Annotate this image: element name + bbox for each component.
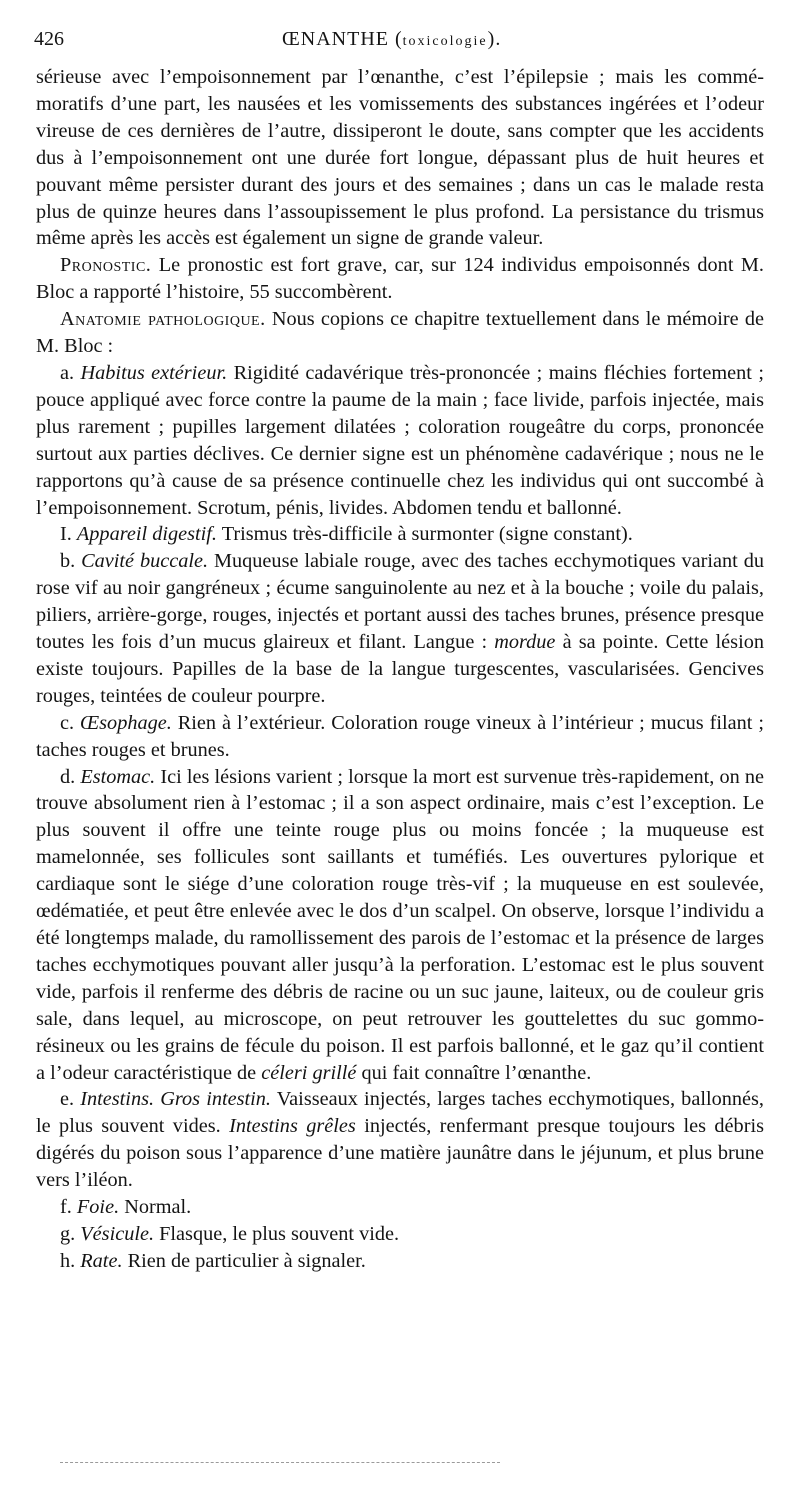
item-title: Habitus extérieur.	[80, 361, 228, 384]
running-title-close: ).	[487, 28, 502, 50]
item-d-estomac	[36, 764, 764, 1087]
item-title: Cavité buccale.	[81, 550, 209, 573]
section-heading-pronostic: Pronostic.	[60, 254, 152, 277]
running-title-main: ŒNANTHE (	[282, 28, 403, 50]
item-text: Flasque, le plus souvent vide.	[154, 1222, 400, 1245]
footer-rule	[60, 1462, 500, 1463]
page-body	[36, 64, 764, 1275]
item-text: Rigidité cadavérique très-prononcée ; mains fléchies fortement ; pouce appliqué avec force contre la paume de la main ; face livide, parfois injectée, mais plus rarement ; pupilles largement dilatées ; coloration rougeâtre du corps, prononcée surtout aux parties déclives. Ce dernier signe est un phénomène cadavérique ; nous ne le rapportons qu’à cause de sa présence continuelle chez les individus qui ont succombé à l’empoisonnement. Scrotum, pénis, livides. Abdomen tendu et ballonné.	[36, 361, 764, 519]
item-label: a.	[60, 361, 81, 384]
item-emphasis: mordue	[494, 631, 556, 654]
item-b-cavite	[36, 548, 764, 709]
paragraph-text: sérieuse avec l’empoisonnement par l’œnanthe, c’est l’épilepsie ; mais les commé-moratifs d’une part, les nausées et les vomissements des substances ingérées et l’odeur vireuse de ces dernières de l’autre, dissiperont le doute, sans compter que les accidents dus à l’empoisonnement ont une durée fort longue, dépassant plus de huit heures et pouvant même persister durant des jours et des semaines ; dans un cas le malade resta plus de quinze heures dans l’assoupissement le plus profond. La persistance du trismus même après les accès est également un signe de grande valeur.	[36, 66, 764, 250]
item-label: c.	[60, 711, 81, 734]
item-label: I.	[60, 523, 77, 546]
paragraph-text: Nous copions ce chapitre textuellement dans le mémoire de M. Bloc :	[36, 308, 764, 358]
item-text: Muqueuse labiale rouge, avec des taches ecchymotiques variant du rose vif au noir gangréneux ; écume sanguinolente au nez et à la bouche ; voile du palais, piliers, arrière-gorge, rouges, injectés et portant aussi des taches brunes, présence presque toutes les fois d’un mucus glaireux et filant. Langue :	[36, 550, 764, 654]
item-text: qui fait connaître l’œnanthe.	[356, 1061, 592, 1084]
item-label: b.	[60, 550, 82, 573]
item-title-secondary: Intestins grêles	[229, 1115, 356, 1138]
page-number: 426	[34, 28, 64, 50]
item-text: Normal.	[119, 1196, 192, 1219]
item-title: Œsophage.	[80, 711, 172, 734]
item-label: g.	[60, 1222, 81, 1245]
running-title	[282, 28, 501, 51]
item-text: injectés, renfermant presque toujours les débris digérés du poison sous l’apparence d’une matière jaunâtre dans le jéjunum, et plus brune vers l’iléon.	[36, 1115, 764, 1192]
paragraph-pronostic	[36, 252, 764, 306]
paragraph-continuation	[36, 64, 764, 252]
paragraph-text: Le pronostic est fort grave, car, sur 124 individus empoisonnés dont M. Bloc a rapporté l’histoire, 55 succombèrent.	[36, 254, 764, 304]
item-g-vesicule	[36, 1221, 764, 1248]
item-title: Foie.	[76, 1196, 120, 1219]
item-c-oesophage	[36, 710, 764, 764]
running-header	[34, 28, 764, 58]
item-text: à sa pointe. Cette lésion existe toujours. Papilles de la base de la langue turgescentes, vascularisées. Gencives rouges, teintées de couleur pourpre.	[36, 631, 764, 707]
item-title: Rate.	[80, 1249, 123, 1272]
item-e-intestins	[36, 1086, 764, 1194]
item-text: Rien à l’extérieur. Coloration rouge vineux à l’intérieur ; mucus filant ; taches rouges et brunes.	[36, 711, 764, 761]
item-label: h.	[60, 1249, 81, 1272]
item-text: Rien de particulier à signaler.	[122, 1249, 366, 1272]
section-heading-anatomie: Anatomie pathologique.	[60, 308, 266, 331]
item-label: d.	[60, 765, 81, 788]
item-title: Appareil digestif.	[76, 523, 217, 546]
running-title-small-caps: toxicologie	[402, 34, 488, 49]
item-label: e.	[60, 1088, 81, 1111]
item-emphasis: céleri grillé	[261, 1061, 357, 1084]
item-h-rate	[36, 1248, 764, 1275]
item-text: Vaisseaux injectés, larges taches ecchymotiques, ballonnés, le plus souvent vides.	[36, 1088, 764, 1138]
item-label: f.	[60, 1196, 77, 1219]
item-text: Ici les lésions varient ; lorsque la mort est survenue très-rapidement, on ne trouve absolument rien à l’estomac ; il a son aspect ordinaire, mais c’est l’exception. Le plus souvent il offre une teinte rouge plus ou moins foncée ; la muqueuse est mamelonnée, ses follicules sont saillants et tuméfiés. Les ouvertures pylorique et cardiaque sont le siége d’une coloration rouge très-vif ; la muqueuse en est soulevée, œdématiée, et peut être enlevée avec le dos d’un scalpel. On observe, lorsque l’individu a été longtemps malade, du ramollissement des parois de l’estomac et la présence de larges taches ecchymotiques pouvant aller jusqu’à la perforation. L’estomac est le plus souvent vide, parfois il renferme des débris de racine ou un suc jaune, laiteux, ou de couleur gris sale, dans lequel, au microscope, on peut retrouver les gouttelettes du suc gommo-résineux ou les grains de fécule du poison. Il est parfois ballonné, et le gaz qu’il contient a l’odeur caractéristique de	[36, 765, 765, 1084]
item-a-habitus	[36, 360, 764, 521]
paragraph-anatomie	[36, 306, 764, 360]
item-f-foie	[36, 1194, 764, 1221]
item-title: Estomac.	[80, 765, 156, 788]
item-i-appareil	[36, 521, 764, 548]
item-text: Trismus très-difficile à surmonter (signe constant).	[216, 523, 633, 546]
item-title: Vésicule.	[80, 1222, 155, 1245]
item-title: Intestins. Gros intestin.	[80, 1088, 271, 1111]
